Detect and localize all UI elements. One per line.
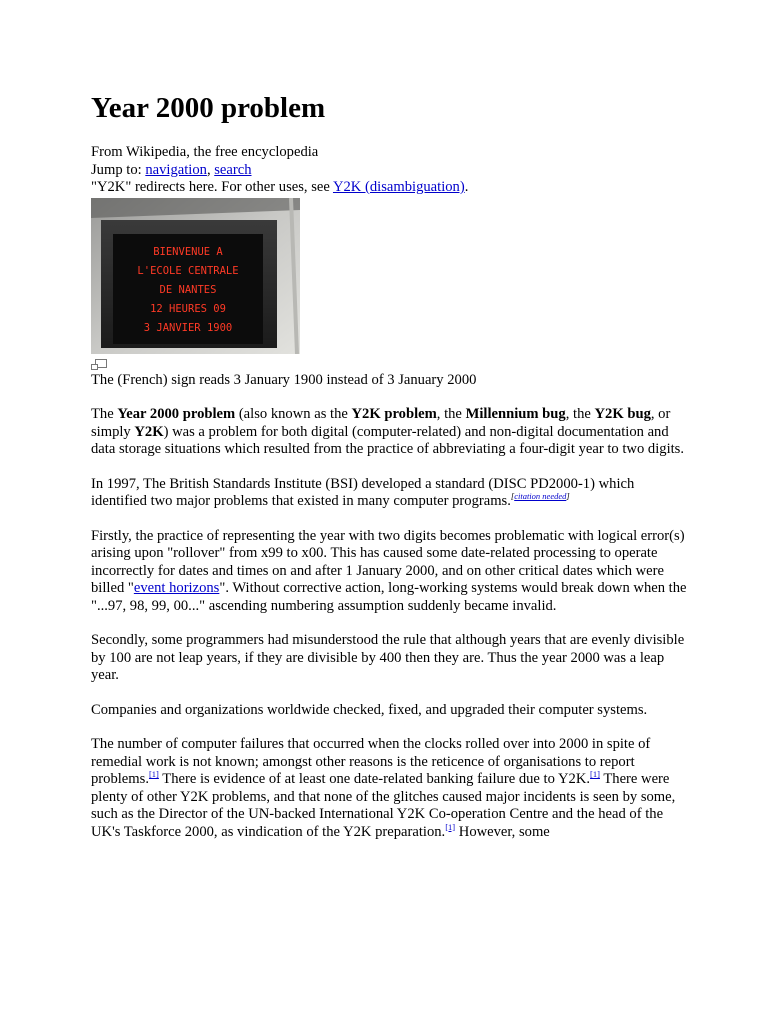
text-run: The — [91, 406, 118, 422]
navigation-link[interactable]: navigation — [145, 161, 207, 178]
text-run: , the — [436, 406, 466, 422]
text-run: (also known as the — [235, 406, 352, 422]
reference-link-3[interactable]: [1] — [445, 821, 456, 832]
paragraph-intro — [91, 406, 691, 459]
sign-image[interactable] — [91, 198, 300, 354]
jump-to-label: Jump to: — [91, 161, 146, 178]
citation-needed-link[interactable]: citation needed — [514, 491, 567, 502]
paragraph-failures — [91, 736, 691, 841]
sign-line-1: BIENVENUE A — [153, 245, 223, 258]
enlarge-icon[interactable] — [91, 359, 107, 371]
page-title: Year 2000 problem — [91, 92, 326, 124]
bold-term: Y2K problem — [351, 406, 437, 422]
reference-link-2[interactable]: [1] — [590, 769, 600, 780]
bold-term: Y2K — [134, 423, 164, 440]
text-run: In 1997, The British Standards Institute (BSI) developed a standard (DISC PD2000-1) which identified two major problems that existed in many computer programs. — [91, 475, 635, 509]
bold-term: Millennium bug — [465, 406, 566, 422]
paragraph-secondly: Secondly, some programmers had misunderstood the rule that although years that are evenly divisible by 100 are not leap years, if they are divisible by 400 then they are. Thus the year 2000 was a leap year. — [91, 632, 685, 683]
figure — [91, 198, 691, 390]
article-content — [91, 90, 691, 858]
search-link[interactable]: search — [214, 161, 252, 178]
reference-link-1[interactable]: [1] — [148, 769, 159, 780]
redirect-note — [91, 179, 691, 197]
paragraph-firstly — [91, 528, 691, 616]
bold-term: Y2K bug — [594, 406, 651, 422]
paragraph-bsi — [91, 476, 691, 511]
disambiguation-link[interactable]: Y2K (disambiguation) — [332, 179, 465, 195]
text-run: , the — [565, 406, 595, 422]
sign-line-5: 3 JANVIER 1900 — [143, 321, 233, 334]
cite-bracket: ] — [566, 491, 570, 502]
redirect-prefix: "Y2K" redirects here. For other uses, see — [91, 179, 333, 195]
jump-separator: , — [206, 161, 215, 178]
paragraph-companies: Companies and organizations worldwide checked, fixed, and upgraded their computer systems. — [91, 701, 648, 718]
text-run: There were plenty of other Y2K problems, and that none of the glitches caused major incidents is seen by some, such as the Director of the UN-backed International Y2K Co-operation Centre and the head of the UK's Taskforce 2000, as vindication of the Y2K preparation. — [91, 771, 676, 840]
sign-line-4: 12 HEURES 09 — [150, 302, 226, 315]
event-horizons-link[interactable]: event horizons — [133, 580, 220, 596]
jump-to — [91, 162, 691, 180]
site-sub: From Wikipedia, the free encyclopedia — [91, 144, 319, 160]
text-run: , or simply — [91, 406, 671, 440]
citation-needed — [511, 491, 570, 501]
text-run: However, some — [455, 823, 550, 840]
text-run: There is evidence of at least one date-related banking failure due to Y2K. — [158, 771, 591, 787]
sign-line-2: L'ECOLE CENTRALE — [137, 264, 239, 277]
text-run: ) was a problem for both digital (computer-related) and non-digital documentation and data storage situations which resulted from the practice of abbreviating a four-digit year to two digits. — [91, 423, 685, 457]
text-run: ". Without corrective action, long-working systems would break down when the "...97, 98, 99, 00..." ascending numbering assumption suddenly became invalid. — [91, 580, 687, 614]
redirect-suffix: . — [464, 179, 469, 195]
text-run: The number of computer failures that occurred when the clocks rolled over into 2000 in spite of remedial work is not known; amongst other reasons is the reticence of organisations to report problems. — [91, 736, 651, 787]
cite-bracket: [ — [510, 491, 515, 502]
figure-caption: The (French) sign reads 3 January 1900 instead of 3 January 2000 — [91, 371, 477, 388]
bold-term: Year 2000 problem — [117, 406, 236, 422]
text-run: Firstly, the practice of representing the year with two digits becomes problematic with logical error(s) arising upon "rollover" from x99 to x00. This has caused some date-related processing to operate incorrectly for dates and times on and after 1 January 2000, and on other critical dates which were billed " — [91, 527, 685, 596]
sign-line-3: DE NANTES — [159, 283, 217, 296]
